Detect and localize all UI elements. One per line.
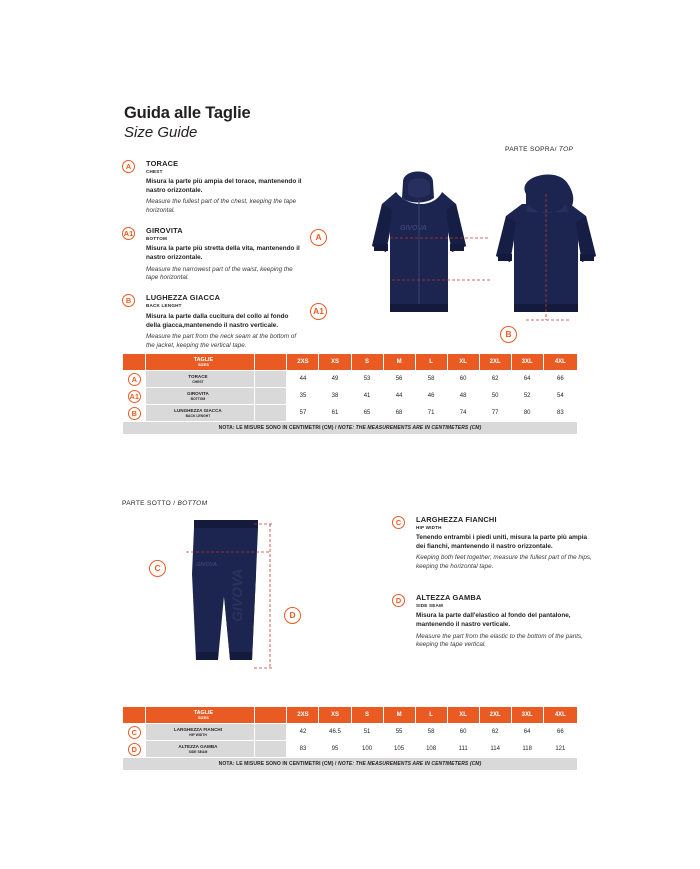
legend-subtitle-back-length: BACK LENGHT xyxy=(146,303,182,309)
table-top-row-label-back-length xyxy=(146,405,255,422)
figure-marker-c: C xyxy=(149,560,166,577)
legend-item-waist xyxy=(122,227,302,283)
legend-subtitle-side-seam: SIDE SEAM xyxy=(416,602,444,608)
legend-desc-it-waist: Misura la parte più stretta della vita, mantenendo il nastro orizzontale. xyxy=(146,245,300,262)
badge-c-icon: C xyxy=(128,726,141,739)
legend-desc-it-side-seam: Misura la parte dall'elastico al fondo del pantalone, mantenendo il nastro verticale. xyxy=(416,612,571,629)
cell-waist-xl: 48 xyxy=(447,388,479,405)
cell-chest-s: 53 xyxy=(351,371,383,388)
table-bottom-header-row xyxy=(123,707,578,724)
table-top-header-label-en: SIZES xyxy=(197,362,209,367)
table-bottom-note xyxy=(123,758,578,771)
cell-backlength-s: 65 xyxy=(351,405,383,422)
cell-chest-2xs: 44 xyxy=(287,371,319,388)
cell-waist-3xl: 52 xyxy=(511,388,543,405)
legend-title-back-length: LUGHEZZA GIACCA xyxy=(146,293,221,303)
table-row xyxy=(123,388,578,405)
page-title xyxy=(124,104,251,141)
badge-a1-icon: A1 xyxy=(123,229,134,239)
cell-backlength-m: 68 xyxy=(383,405,415,422)
table-top-size-3xl: 3XL xyxy=(511,354,543,371)
table-top-row-label-chest-it: TORACE xyxy=(188,374,208,380)
table-bottom-row-label-hip-it: LARGHEZZA FIANCHI xyxy=(173,727,222,733)
cell-chest-4xl: 66 xyxy=(543,371,577,388)
table-bottom-row-label-hip xyxy=(146,724,255,741)
legend-item-back-length xyxy=(122,294,302,350)
jacket-front-view xyxy=(372,172,466,313)
table-top-note-row xyxy=(123,422,578,435)
badge-a-icon: A xyxy=(122,160,135,173)
table-top-row-badge-a1 xyxy=(123,388,146,405)
table-bottom-size-2xl: 2XL xyxy=(479,707,511,724)
table-top-header-row xyxy=(123,354,578,371)
cell-waist-m: 44 xyxy=(383,388,415,405)
table-top-note-it: NOTA: LE MISURE SONO IN CENTIMETRI (CM) xyxy=(218,425,334,431)
cell-backlength-2xs: 57 xyxy=(287,405,319,422)
table-bottom-size-m: M xyxy=(383,707,415,724)
legend-item-side-seam xyxy=(392,594,592,650)
table-bottom-header-label-it: TAGLIE xyxy=(193,709,214,716)
caption-top-it: PARTE SOPRA xyxy=(505,146,555,153)
table-bottom-size-4xl: 4XL xyxy=(543,707,577,724)
table-bottom-header-gap xyxy=(255,707,287,724)
cell-backlength-xs: 61 xyxy=(319,405,351,422)
pants-illustration xyxy=(150,510,390,690)
cell-chest-l: 58 xyxy=(415,371,447,388)
cell-hip-2xl: 62 xyxy=(479,724,511,741)
cell-sideseam-l: 108 xyxy=(415,741,447,758)
table-bottom-row-label-side-seam-it: ALTEZZA GAMBA xyxy=(178,744,218,750)
cell-hip-3xl: 64 xyxy=(511,724,543,741)
table-bottom-note-it: NOTA: LE MISURE SONO IN CENTIMETRI (CM) xyxy=(218,761,334,767)
table-top-row-label-back-length-en: BACK LENGHT xyxy=(185,413,211,418)
cell-sideseam-m: 105 xyxy=(383,741,415,758)
figure-marker-b: B xyxy=(500,326,517,343)
cell-backlength-l: 71 xyxy=(415,405,447,422)
table-bottom-row-badge-d xyxy=(123,741,146,758)
cell-sideseam-s: 100 xyxy=(351,741,383,758)
badge-b-icon: B xyxy=(122,294,135,307)
cell-chest-m: 56 xyxy=(383,371,415,388)
table-top-row-badge-b xyxy=(123,405,146,422)
table-bottom-row-gap xyxy=(255,741,287,758)
table-top-size-xl: XL xyxy=(447,354,479,371)
table-row xyxy=(123,405,578,422)
svg-text:GIVOVA: GIVOVA xyxy=(196,562,217,568)
figure-marker-a1: A1 xyxy=(310,303,327,320)
cell-sideseam-2xl: 114 xyxy=(479,741,511,758)
table-bottom-header-spacer xyxy=(123,707,146,724)
caption-bottom-sep: / xyxy=(173,500,178,507)
table-bottom-size-s: S xyxy=(351,707,383,724)
table-top-header-gap xyxy=(255,354,287,371)
legend-title-hip-width: LARGHEZZA FIANCHI xyxy=(416,515,497,524)
table-top-note-sep: / xyxy=(333,425,339,431)
table-top-row-label-chest xyxy=(146,371,255,388)
legend-desc-en-side-seam: Measure the part from the elastic to the bottom of the pants, keeping the tape vertical. xyxy=(416,632,583,649)
cell-waist-2xl: 50 xyxy=(479,388,511,405)
figure-marker-d: D xyxy=(284,607,301,624)
table-bottom-row-label-side-seam xyxy=(146,741,255,758)
cell-chest-xs: 49 xyxy=(319,371,351,388)
caption-top-section xyxy=(505,146,573,153)
table-bottom-size-2xs: 2XS xyxy=(287,707,319,724)
table-top-size-2xl: 2XL xyxy=(479,354,511,371)
legend-desc-it-chest: Misura la parte più ampia del torace, mantenendo il nastro orizzontale. xyxy=(146,178,302,195)
cell-hip-s: 51 xyxy=(351,724,383,741)
cell-waist-2xs: 35 xyxy=(287,388,319,405)
table-bottom-note-en: NOTE: THE MEASUREMENTS ARE IN CENTIMETERS (CM) xyxy=(338,761,482,767)
table-top-row-label-back-length-it: LUNGHEZZA GIACCA xyxy=(174,408,222,414)
legend-subtitle-chest: CHEST xyxy=(146,168,163,174)
title-main: Guida alle Taglie xyxy=(124,104,251,122)
table-top-row-label-chest-en: CHEST xyxy=(192,379,204,384)
table-top-size-4xl: 4XL xyxy=(543,354,577,371)
cell-hip-4xl: 66 xyxy=(543,724,577,741)
svg-text:GIVOVA: GIVOVA xyxy=(229,568,245,622)
cell-sideseam-xs: 95 xyxy=(319,741,351,758)
cell-waist-s: 41 xyxy=(351,388,383,405)
title-sub: Size Guide xyxy=(124,123,198,141)
caption-top-en: TOP xyxy=(558,146,574,153)
legend-desc-en-waist: Measure the narrowest part of the waist, keeping the tape horizontal. xyxy=(146,265,293,282)
cell-hip-m: 55 xyxy=(383,724,415,741)
cell-chest-2xl: 62 xyxy=(479,371,511,388)
table-bottom-row-gap xyxy=(255,724,287,741)
badge-b-icon: B xyxy=(128,407,141,420)
table-top-row-label-waist xyxy=(146,388,255,405)
cell-waist-l: 46 xyxy=(415,388,447,405)
table-bottom-note-row xyxy=(123,758,578,771)
legend-item-hip-width xyxy=(392,516,592,572)
table-top-row-gap xyxy=(255,388,287,405)
legend-subtitle-hip-width: HIP WIDTH xyxy=(416,524,442,530)
cell-chest-3xl: 64 xyxy=(511,371,543,388)
cell-sideseam-3xl: 118 xyxy=(511,741,543,758)
table-top-header-label-it: TAGLIE xyxy=(193,356,214,363)
table-bottom-row-label-side-seam-en: SIDE SEAM xyxy=(188,749,208,754)
table-row xyxy=(123,741,578,758)
badge-a-icon: A xyxy=(128,373,141,386)
pants-front-view xyxy=(192,520,258,660)
legend-desc-en-back-length: Measure the part from the neck seam at the bottom of the jacket, keeping the vertical tape. xyxy=(146,332,297,349)
legend-item-chest xyxy=(122,160,302,216)
badge-a1-icon: A1 xyxy=(129,391,139,401)
table-top-size-m: M xyxy=(383,354,415,371)
legend-title-side-seam: ALTEZZA GAMBA xyxy=(416,593,482,603)
table-top-size-s: S xyxy=(351,354,383,371)
cell-waist-4xl: 54 xyxy=(543,388,577,405)
table-bottom-size-3xl: 3XL xyxy=(511,707,543,724)
table-bottom-row-label-hip-en: HIP WIDTH xyxy=(189,732,207,737)
cell-sideseam-xl: 111 xyxy=(447,741,479,758)
legend-title-waist: GIROVITA xyxy=(146,226,183,236)
cell-waist-xs: 38 xyxy=(319,388,351,405)
caption-top-sep: / xyxy=(554,146,559,153)
caption-bottom-en: BOTTOM xyxy=(177,500,208,507)
table-bottom-header-label xyxy=(146,707,255,724)
jacket-illustration xyxy=(330,160,630,350)
badge-c-icon: C xyxy=(392,516,405,529)
table-top-size-2xs: 2XS xyxy=(287,354,319,371)
table-bottom-row-badge-c xyxy=(123,724,146,741)
legend-bottom xyxy=(392,516,592,672)
badge-d-icon: D xyxy=(392,594,405,607)
table-bottom-header-label-en: SIZES xyxy=(197,715,209,720)
size-table-top xyxy=(122,353,578,435)
table-bottom-size-l: L xyxy=(415,707,447,724)
legend-desc-it-back-length: Misura la parte dalla cucitura del collo al fondo della giacca,mantenendo il nastro verticale. xyxy=(146,312,289,329)
table-top-note xyxy=(123,422,578,435)
table-top-header-spacer xyxy=(123,354,146,371)
table-top-note-en: NOTE: THE MEASUREMENTS ARE IN CENTIMETERS (CM) xyxy=(338,425,482,431)
svg-text:GIVOVA: GIVOVA xyxy=(400,225,427,232)
cell-backlength-3xl: 80 xyxy=(511,405,543,422)
size-table-bottom xyxy=(122,706,578,771)
badge-d-icon: D xyxy=(128,743,141,756)
cell-sideseam-2xs: 83 xyxy=(287,741,319,758)
cell-sideseam-4xl: 121 xyxy=(543,741,577,758)
table-top-row-gap xyxy=(255,371,287,388)
table-row xyxy=(123,724,578,741)
legend-title-chest: TORACE xyxy=(146,159,179,168)
caption-bottom-it: PARTE SOTTO xyxy=(122,500,174,507)
table-row xyxy=(123,371,578,388)
table-top-row-label-waist-en: BOTTOM xyxy=(190,396,206,401)
table-top-row-badge-a xyxy=(123,371,146,388)
cell-hip-xs: 46.5 xyxy=(319,724,351,741)
legend-top xyxy=(122,160,302,362)
table-top-row-gap xyxy=(255,405,287,422)
caption-bottom-section xyxy=(122,500,207,507)
cell-backlength-2xl: 77 xyxy=(479,405,511,422)
legend-desc-en-hip-width: Keeping both feet together, measure the fullest part of the hips, keeping the horizontal tape. xyxy=(416,554,592,571)
legend-desc-en-chest: Measure the fullest part of the chest, keeping the tape horizontal. xyxy=(146,198,297,215)
table-top-header-label xyxy=(146,354,255,371)
cell-backlength-xl: 74 xyxy=(447,405,479,422)
table-top-size-xs: XS xyxy=(319,354,351,371)
table-top-size-l: L xyxy=(415,354,447,371)
figure-marker-a: A xyxy=(310,229,327,246)
cell-hip-2xs: 42 xyxy=(287,724,319,741)
table-bottom-note-sep: / xyxy=(333,761,339,767)
table-top-row-label-waist-it: GIROVITA xyxy=(187,391,209,397)
cell-backlength-4xl: 83 xyxy=(543,405,577,422)
table-bottom-size-xs: XS xyxy=(319,707,351,724)
cell-chest-xl: 60 xyxy=(447,371,479,388)
legend-desc-it-hip-width: Tenendo entrambi i piedi uniti, misura la parte più ampia dei fianchi, mantenendo il nastro orizzontale. xyxy=(416,534,588,551)
legend-subtitle-waist: BOTTOM xyxy=(146,235,168,241)
table-bottom-size-xl: XL xyxy=(447,707,479,724)
cell-hip-xl: 60 xyxy=(447,724,479,741)
cell-hip-l: 58 xyxy=(415,724,447,741)
